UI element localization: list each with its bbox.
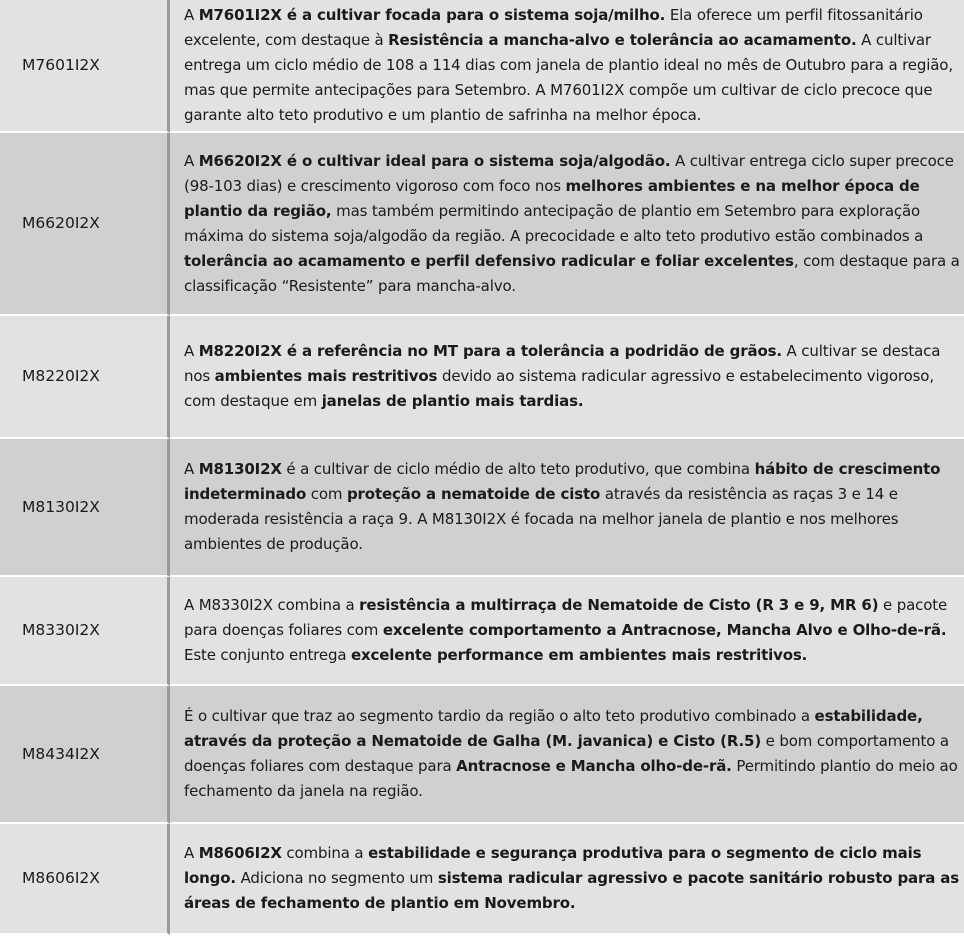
text-run: Ela oferece um perfil fitossanitário excelente, com destaque à (184, 6, 923, 49)
table-row (0, 686, 964, 824)
bold-text: ambientes mais restritivos (214, 367, 438, 385)
text-run: e pacote para doenças foliares com (184, 596, 948, 639)
text-run: é a cultivar de ciclo médio de alto teto produtivo, que combina (281, 460, 755, 478)
cultivar-name: M8434I2X (0, 686, 170, 824)
text-run: Permitindo plantio do meio ao fechamento da janela na região. (184, 757, 958, 800)
bold-text: M8220I2X é a referência no MT para a tolerância a podridão de grãos. (198, 342, 782, 360)
bold-text: sistema radicular agressivo e pacote sanitário robusto para as áreas de fechamento de plantio em Novembro. (184, 869, 960, 912)
bold-text: Antracnose e Mancha olho-de-rã. (456, 757, 732, 775)
text-run: A (184, 844, 199, 862)
table-row (0, 439, 964, 577)
text-run: Este conjunto entrega (184, 646, 351, 664)
text-run: combina a (281, 844, 369, 862)
bold-text: M6620I2X é o cultivar ideal para o sistema soja/algodão. (198, 151, 671, 170)
cultivar-name: M6620I2X (0, 133, 170, 316)
bold-text: M8606I2X (198, 844, 282, 862)
text-run: A cultivar entrega um ciclo médio de 108 a 114 dias com janela de plantio ideal no mês de Outubro para a região, mas que permite antecipações para Setembro. A M7601I2X compõe um cultivar de ciclo precoce que garante alto teto produtivo e um plantio de safrinha na melhor época. (184, 31, 953, 124)
text-run: A cultivar entrega ciclo super precoce (98-103 dias) e crescimento vigoroso com foco nos (184, 151, 954, 195)
cultivar-description (170, 686, 964, 824)
text-run: É o cultivar que traz ao segmento tardio da região o alto teto produtivo combinado a (184, 707, 815, 725)
bold-text: melhores ambientes e na melhor época de plantio da região, (184, 176, 920, 220)
cultivar-description (170, 316, 964, 439)
bold-text: resistência a multirraça de Nematoide de Cisto (R 3 e 9, MR 6) (359, 596, 879, 614)
bold-text: estabilidade e segurança produtiva para o segmento de ciclo mais longo. (184, 844, 922, 887)
text-run: através da resistência as raças 3 e 14 e moderada resistência a raça 9. A M8130I2X é focada na melhor janela de plantio e nos melhores ambientes de produção. (184, 485, 899, 553)
table-row (0, 316, 964, 439)
bold-text: Resistência a mancha-alvo e tolerância ao acamamento. (388, 31, 857, 49)
cultivar-name: M8220I2X (0, 316, 170, 439)
cultivar-name: M8606I2X (0, 824, 170, 935)
text-run: com (306, 485, 347, 503)
bold-text: estabilidade, através da proteção a Nematoide de Galha (M. javanica) e Cisto (R.5) (184, 707, 923, 750)
bold-text: hábito de crescimento indeterminado (184, 460, 941, 503)
text-run: Adiciona no segmento um (235, 869, 438, 887)
cultivar-description (170, 0, 964, 133)
bold-text: M8130I2X (198, 460, 282, 478)
cultivar-description (170, 439, 964, 577)
table-row (0, 577, 964, 686)
bold-text: janelas de plantio mais tardias. (321, 392, 584, 410)
text-run: A (184, 460, 199, 478)
text-run: , com destaque para a classificação “Resistente” para mancha-alvo. (184, 251, 960, 295)
bold-text: excelente performance em ambientes mais restritivos. (350, 646, 808, 664)
text-run: A (184, 342, 199, 360)
cultivar-description (170, 133, 964, 316)
text-run: A (184, 151, 199, 170)
cultivar-name: M8130I2X (0, 439, 170, 577)
text-run: e bom comportamento a doenças foliares com destaque para (184, 732, 949, 775)
cultivar-description (170, 824, 964, 935)
bold-text: excelente comportamento a Antracnose, Mancha Alvo e Olho-de-rã. (382, 621, 947, 639)
text-run: mas também permitindo antecipação de plantio em Setembro para exploração máxima do sistema soja/algodão da região. A precocidade e alto teto produtivo estão combinados a (184, 201, 924, 245)
table-row (0, 824, 964, 935)
cultivar-name: M8330I2X (0, 577, 170, 686)
bold-text: M7601I2X é a cultivar focada para o sistema soja/milho. (198, 6, 666, 24)
table-row (0, 133, 964, 316)
cultivar-description (170, 577, 964, 686)
table-row (0, 0, 964, 133)
cultivar-name: M7601I2X (0, 0, 170, 133)
text-run: devido ao sistema radicular agressivo e estabelecimento vigoroso, com destaque em (184, 367, 934, 410)
text-run: A (184, 6, 199, 24)
bold-text: tolerância ao acamamento e perfil defensivo radicular e foliar excelentes (184, 251, 794, 270)
bold-text: proteção a nematoide de cisto (346, 485, 601, 503)
text-run: A M8330I2X combina a (184, 596, 360, 614)
text-run: A cultivar se destaca nos (184, 342, 941, 385)
